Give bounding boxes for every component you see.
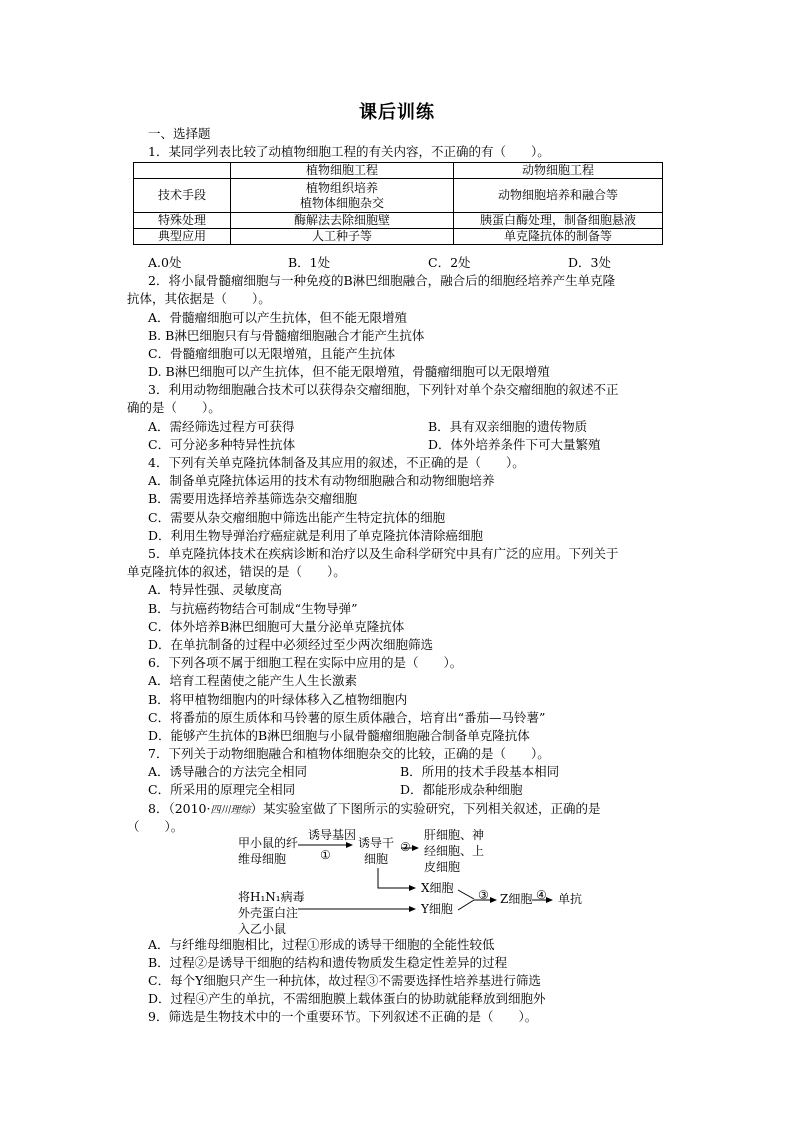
option-a: A.0处 bbox=[148, 255, 182, 270]
question-3-stem: 3．利用动物细胞融合技术可以获得杂交瘤细胞，下列针对单个杂交瘤细胞的叙述不正 bbox=[148, 382, 619, 397]
table-cell: 单克隆抗体的制备等 bbox=[454, 229, 663, 245]
table-header-cell: 动物细胞工程 bbox=[454, 163, 663, 179]
table-row bbox=[134, 229, 663, 245]
differentiated-cells-label-cont: 经细胞、上 bbox=[424, 844, 485, 858]
table-cell-text: 植物组织培养 植物体细胞杂交 bbox=[299, 180, 384, 210]
virus-injection-label: 将H₁N₁病毒 bbox=[238, 890, 305, 904]
stem-cell-label: 诱导干 bbox=[358, 836, 395, 850]
merge-line-x bbox=[458, 890, 474, 899]
source-label: 四川理综 bbox=[210, 805, 251, 816]
section-heading: 一、选择题 bbox=[148, 126, 211, 141]
option-b: B. B淋巴细胞只有与骨髓瘤细胞融合才能产生抗体 bbox=[148, 328, 425, 343]
question-3-stem-cont: 确的是（ ）。 bbox=[127, 400, 221, 415]
table-cell: 特殊处理 bbox=[134, 213, 231, 229]
option-d: D．都能形成杂种细胞 bbox=[400, 782, 523, 797]
question-2-stem: 2．将小鼠骨髓瘤细胞与一种免疫的B淋巴细胞融合，融合后的细胞经培养产生单克隆 bbox=[148, 273, 616, 288]
option-b: B．所用的技术手段基本相同 bbox=[400, 764, 560, 779]
option-c: C．骨髓瘤细胞可以无限增殖，且能产生抗体 bbox=[148, 346, 396, 361]
step4-number: ④ bbox=[536, 888, 547, 902]
differentiated-cells-label-end: 皮细胞 bbox=[424, 860, 461, 874]
question-8-stem-prefix: 8．（2010· bbox=[148, 801, 211, 816]
experiment-flow-diagram bbox=[228, 828, 588, 936]
x-cell-label: X细胞 bbox=[421, 881, 454, 895]
option-a: A．特异性强、灵敏度高 bbox=[148, 582, 283, 597]
table-header-cell: 植物细胞工程 bbox=[231, 163, 454, 179]
table-cell: 技术手段 bbox=[134, 179, 231, 213]
question-4-stem: 4．下列有关单克隆抗体制备及其应用的叙述，不正确的是（ ）。 bbox=[148, 455, 525, 470]
table-cell: 酶解法去除细胞壁 bbox=[231, 213, 454, 229]
option-b: B．具有双亲细胞的遗传物质 bbox=[428, 419, 588, 434]
question-6-stem: 6．下列各项不属于细胞工程在实际中应用的是（ ）。 bbox=[148, 655, 463, 670]
z-cell-label: Z细胞 bbox=[500, 892, 533, 906]
question-9-stem: 9．筛选是生物技术中的一个重要环节。下列叙述不正确的是（ ）。 bbox=[148, 1009, 538, 1024]
merge-line-y bbox=[458, 900, 474, 910]
option-c: C．每个Y细胞只产生一种抗体，故过程③不需要选择性培养基进行筛选 bbox=[148, 973, 541, 988]
option-b: B．过程②是诱导干细胞的结构和遗传物质发生稳定性差异的过程 bbox=[148, 955, 508, 970]
question-5-stem-cont: 单克隆抗体的叙述，错误的是（ ）。 bbox=[127, 564, 346, 579]
option-c: C．需要从杂交瘤细胞中筛选出能产生特定抗体的细胞 bbox=[148, 510, 446, 525]
virus-injection-label-cont: 外壳蛋白注 bbox=[238, 906, 299, 920]
option-a: A．需经筛选过程方可获得 bbox=[148, 419, 295, 434]
option-c: C．体外培养B淋巴细胞可大量分泌单克隆抗体 bbox=[148, 619, 405, 634]
page-title: 课后训练 bbox=[359, 102, 435, 123]
arrow-to-x-cell bbox=[378, 868, 415, 888]
option-d: D．体外培养条件下可大量繁殖 bbox=[428, 437, 601, 452]
table-cell: 人工种子等 bbox=[231, 229, 454, 245]
table-row bbox=[134, 179, 663, 213]
table-header-cell bbox=[134, 163, 231, 179]
option-d: D．利用生物导弹治疗癌症就是利用了单克隆抗体清除癌细胞 bbox=[148, 528, 484, 543]
question-8-stem-cont: （ ）。 bbox=[127, 819, 184, 834]
differentiated-cells-label: 肝细胞、神 bbox=[424, 828, 485, 842]
step1-label: 诱导基因 bbox=[308, 828, 357, 842]
monoclonal-antibody-label: 单抗 bbox=[558, 892, 583, 906]
source-cell-label-cont: 维母细胞 bbox=[238, 852, 287, 866]
option-b: B．需要用选择培养基筛选杂交瘤细胞 bbox=[148, 491, 358, 506]
question-2-stem-cont: 抗体，其依据是（ ）。 bbox=[127, 291, 271, 306]
option-a: A．与纤维母细胞相比，过程①形成的诱导干细胞的全能性较低 bbox=[148, 937, 495, 952]
option-c: C．所采用的原理完全相同 bbox=[148, 782, 296, 797]
question-8-stem-text: ）某实验室做了下图所示的实验研究，下列相关叙述，正确的是 bbox=[250, 801, 601, 816]
y-cell-label: Y细胞 bbox=[421, 902, 453, 916]
step2-number: ② bbox=[400, 840, 411, 854]
option-a: A．骨髓瘤细胞可以产生抗体，但不能无限增殖 bbox=[148, 310, 408, 325]
option-a: A．制备单克隆抗体运用的技术有动物细胞融合和动物细胞培养 bbox=[148, 473, 495, 488]
question-1-stem: 1．某同学列表比较了动植物细胞工程的有关内容，不正确的有（ ）。 bbox=[148, 144, 550, 159]
option-b: B．1处 bbox=[288, 255, 331, 270]
option-a: A．培育工程菌使之能产生人生长激素 bbox=[148, 673, 358, 688]
option-b: B．与抗癌药物结合可制成“生物导弹” bbox=[148, 601, 358, 616]
option-a: A．诱导融合的方法完全相同 bbox=[148, 764, 308, 779]
option-c: C．可分泌多种特异性抗体 bbox=[148, 437, 296, 452]
step3-number: ③ bbox=[478, 888, 489, 902]
question-7-stem: 7．下列关于动物细胞融合和植物体细胞杂交的比较，正确的是（ ）。 bbox=[148, 746, 550, 761]
table-cell: 动物细胞培养和融合等 bbox=[454, 179, 663, 213]
option-c: C．2处 bbox=[428, 255, 471, 270]
table-row bbox=[134, 213, 663, 229]
comparison-table bbox=[133, 162, 663, 245]
option-d: D．3处 bbox=[568, 255, 611, 270]
option-d: D．在单抗制备的过程中必须经过至少两次细胞筛选 bbox=[148, 637, 434, 652]
option-c: C．将番茄的原生质体和马铃薯的原生质体融合，培育出“番茄—马铃薯” bbox=[148, 710, 546, 725]
table-cell: 典型应用 bbox=[134, 229, 231, 245]
option-b: B．将甲植物细胞内的叶绿体移入乙植物细胞内 bbox=[148, 692, 408, 707]
table-cell bbox=[231, 179, 454, 213]
virus-injection-label-end: 入乙小鼠 bbox=[238, 922, 287, 936]
step1-number: ① bbox=[320, 848, 331, 862]
stem-cell-label-cont: 细胞 bbox=[364, 852, 389, 866]
option-d: D．能够产生抗体的B淋巴细胞与小鼠骨髓瘤细胞融合制备单克隆抗体 bbox=[148, 728, 530, 743]
table-header-row bbox=[134, 163, 663, 179]
option-d: D. B淋巴细胞可以产生抗体，但不能无限增殖，骨髓瘤细胞可以无限增殖 bbox=[148, 364, 550, 379]
source-cell-label: 甲小鼠的纤 bbox=[238, 836, 299, 850]
table-cell: 胰蛋白酶处理，制备细胞悬液 bbox=[454, 213, 663, 229]
question-5-stem: 5．单克隆抗体技术在疾病诊断和治疗以及生命科学研究中具有广泛的应用。下列关于 bbox=[148, 546, 619, 561]
option-d: D．过程④产生的单抗，不需细胞膜上载体蛋白的协助就能释放到细胞外 bbox=[148, 991, 546, 1006]
